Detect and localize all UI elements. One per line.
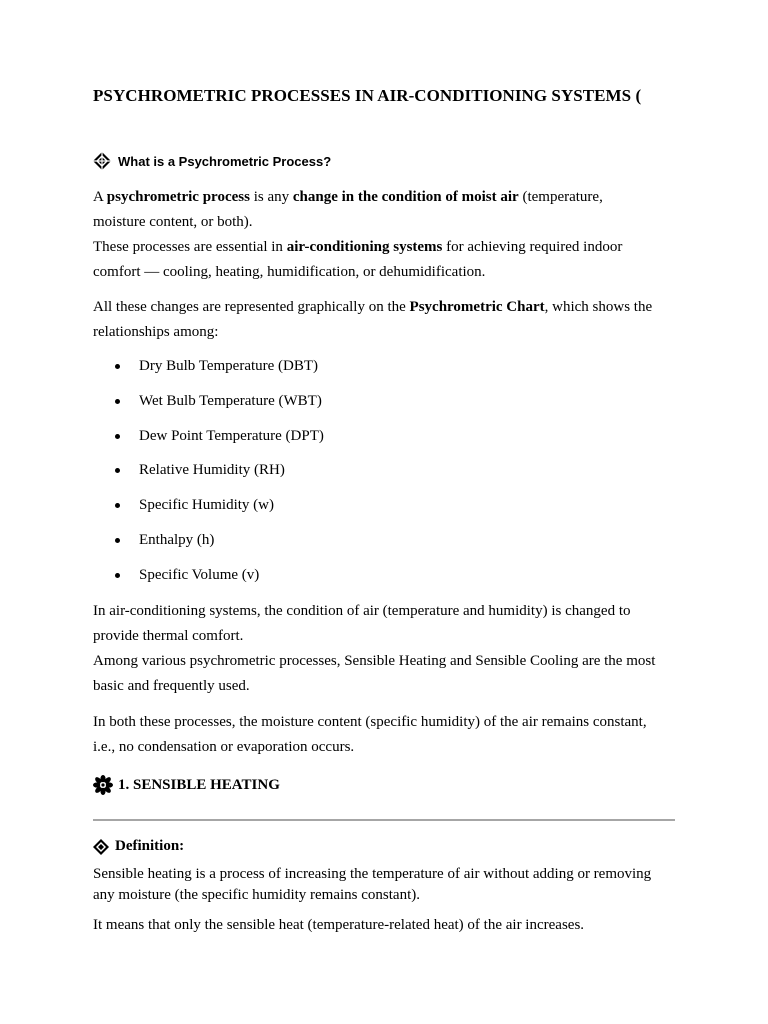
document-title: PSYCHROMETRIC PROCESSES IN AIR-CONDITIONING SYSTEMS (	[93, 86, 642, 105]
what-is-heading-text: What is a Psychrometric Process?	[118, 153, 332, 169]
paragraph-moisture-constant: In both these processes, the moisture content (specific humidity) of the air remains constant, i.e., no condensation or evaporation occurs.	[93, 714, 647, 755]
list-item: Wet Bulb Temperature (WBT)	[115, 393, 322, 410]
diamond-icon	[93, 839, 109, 855]
section-heading-sensible-heating	[93, 775, 280, 795]
bullet-icon	[115, 573, 120, 578]
what-is-heading	[93, 152, 331, 170]
paragraph-sensible-heating-definition: Sensible heating is a process of increasing the temperature of air without adding or removing any moisture (the specific humidity remains constant).	[93, 866, 652, 903]
list-item: Relative Humidity (RH)	[115, 462, 285, 479]
bullet-icon	[115, 503, 120, 508]
definition-heading	[93, 838, 184, 855]
flower-star-icon	[93, 775, 113, 795]
bullet-icon	[115, 399, 120, 404]
diamond-pattern-icon	[93, 152, 111, 170]
paragraph-air-conditioning: In air-conditioning systems, the condition of air (temperature and humidity) is changed to provide thermal comfort. Among various psychrometric processes, Sensible Heating and Sensible Cooling are the most basic and frequently used.	[93, 603, 656, 694]
bullet-icon	[115, 364, 120, 369]
horizontal-divider	[93, 819, 675, 821]
paragraph-sensible-heat-only: It means that only the sensible heat (temperature-related heat) of the air increases.	[93, 917, 585, 933]
bullet-icon	[115, 538, 120, 543]
section-heading-text: 1. SENSIBLE HEATING	[118, 776, 280, 793]
list-item: Specific Volume (v)	[115, 567, 259, 584]
paragraph-chart: All these changes are represented graphically on the Psychrometric Chart, which shows the relationships among:	[93, 299, 653, 340]
list-item: Enthalpy (h)	[115, 532, 214, 549]
paragraph-definition: A psychrometric process is any change in the condition of moist air (temperature, moisture content, or both). These processes are essential in air-conditioning systems for achieving required indoor comfort — cooling, heating, humidification, or dehumidification.	[93, 189, 623, 280]
list-item: Dew Point Temperature (DPT)	[115, 428, 324, 445]
list-item: Dry Bulb Temperature (DBT)	[115, 358, 318, 375]
list-item: Specific Humidity (w)	[115, 497, 274, 514]
bullet-icon	[115, 468, 120, 473]
bullet-icon	[115, 434, 120, 439]
definition-heading-text: Definition:	[115, 838, 185, 854]
